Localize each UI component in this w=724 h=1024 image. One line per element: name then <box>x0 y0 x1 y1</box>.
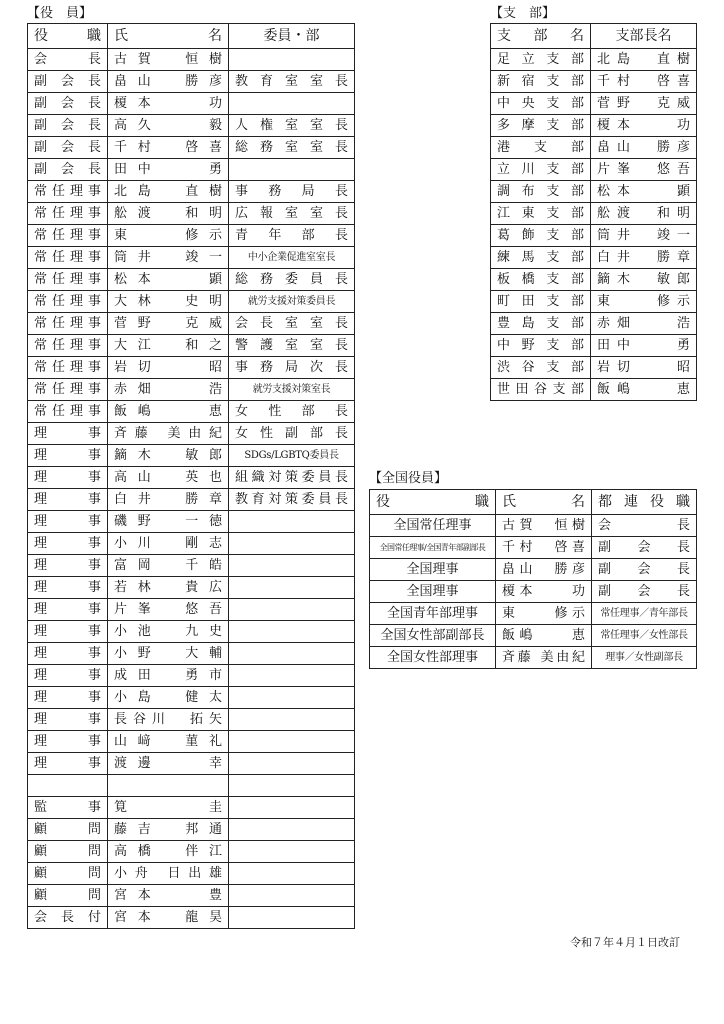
officer-row <box>28 841 355 863</box>
officer-dept <box>229 687 355 709</box>
branch-head: 千村 啓喜 <box>591 71 697 93</box>
national-role: 全国常任理事/全国青年部副部長 <box>370 537 496 559</box>
branch-head: 岩切 昭 <box>591 357 697 379</box>
officer-role: 常任理事 <box>28 225 108 247</box>
national-name: 畠山 勝彦 <box>496 559 592 581</box>
branch-head: 畠山 勝彦 <box>591 137 697 159</box>
branch-head: 田中 勇 <box>591 335 697 357</box>
branch-row <box>491 71 697 93</box>
branch-row <box>491 225 697 247</box>
national-name: 東 修示 <box>496 603 592 625</box>
national-metro-role: 常任理事／女性部長 <box>592 625 697 647</box>
officer-role: 理 事 <box>28 621 108 643</box>
officer-name: 小池 九史 <box>108 621 229 643</box>
officer-name: 宮本 豊 <box>108 885 229 907</box>
officer-name: 北島 直樹 <box>108 181 229 203</box>
officer-dept <box>229 819 355 841</box>
national-role: 全国青年部理事 <box>370 603 496 625</box>
national-row <box>370 559 697 581</box>
branch-head: 榎本 功 <box>591 115 697 137</box>
officer-dept: 会長室室長 <box>229 313 355 335</box>
branch-row <box>491 115 697 137</box>
branch-row <box>491 159 697 181</box>
officer-dept <box>229 599 355 621</box>
officer-name: 松本 顕 <box>108 269 229 291</box>
branch-head: 白井 勝章 <box>591 247 697 269</box>
officer-name: 舩渡 和明 <box>108 203 229 225</box>
officer-dept: 青年部長 <box>229 225 355 247</box>
officer-role: 常任理事 <box>28 357 108 379</box>
national-section-title: 【全国役員】 <box>369 471 448 486</box>
national-row <box>370 625 697 647</box>
officer-name: 赤畑 浩 <box>108 379 229 401</box>
national-row <box>370 581 697 603</box>
officer-role: 理 事 <box>28 753 108 775</box>
officer-role: 会 長 <box>28 49 108 71</box>
officer-row <box>28 489 355 511</box>
officer-name: 筒井 竣一 <box>108 247 229 269</box>
branch-row <box>491 269 697 291</box>
officer-role: 理 事 <box>28 665 108 687</box>
branches-table <box>490 23 697 401</box>
officer-row <box>28 907 355 929</box>
branch-name: 江東支部 <box>491 203 591 225</box>
branch-name: 足立支部 <box>491 49 591 71</box>
officer-dept <box>229 555 355 577</box>
officer-dept <box>229 731 355 753</box>
officer-dept <box>229 93 355 115</box>
officer-row <box>28 687 355 709</box>
officers-table <box>27 23 355 929</box>
branch-row <box>491 93 697 115</box>
officer-dept <box>229 49 355 71</box>
officer-row <box>28 423 355 445</box>
branches-section-title: 【支 部】 <box>490 6 556 21</box>
officer-name: 畠山 勝彦 <box>108 71 229 93</box>
officer-role: 理 事 <box>28 467 108 489</box>
officer-role: 理 事 <box>28 731 108 753</box>
officer-name: 長谷川 拓矢 <box>108 709 229 731</box>
branch-head: 赤畑 浩 <box>591 313 697 335</box>
officers-header-dept: 委員・部 <box>229 24 355 49</box>
national-role: 全国女性部副部長 <box>370 625 496 647</box>
officer-role: 副 会 長 <box>28 115 108 137</box>
branch-row <box>491 335 697 357</box>
national-role: 全国理事 <box>370 581 496 603</box>
national-role: 全国理事 <box>370 559 496 581</box>
officer-row <box>28 775 355 797</box>
officer-dept <box>229 775 355 797</box>
officer-row <box>28 49 355 71</box>
branch-name: 調布支部 <box>491 181 591 203</box>
officer-row <box>28 335 355 357</box>
branch-head: 菅野 克威 <box>591 93 697 115</box>
officer-row <box>28 621 355 643</box>
officer-dept <box>229 643 355 665</box>
branch-name: 町田支部 <box>491 291 591 313</box>
officer-name: 飯嶋 恵 <box>108 401 229 423</box>
officer-row <box>28 555 355 577</box>
officer-name: 榎本 功 <box>108 93 229 115</box>
officer-row <box>28 269 355 291</box>
officer-dept: SDGs/LGBTQ委員長 <box>229 445 355 467</box>
national-metro-role: 会 長 <box>592 515 697 537</box>
national-name: 榎本 功 <box>496 581 592 603</box>
officer-row <box>28 599 355 621</box>
branch-row <box>491 181 697 203</box>
officer-row <box>28 291 355 313</box>
national-metro-role: 常任理事／青年部長 <box>592 603 697 625</box>
branches-header-head: 支部長名 <box>591 24 697 49</box>
national-row <box>370 515 697 537</box>
branch-row <box>491 357 697 379</box>
officer-name: 千村 啓喜 <box>108 137 229 159</box>
officer-dept <box>229 159 355 181</box>
officer-dept: 事務局次長 <box>229 357 355 379</box>
officer-dept: 人権室室長 <box>229 115 355 137</box>
branch-name: 世田谷支部 <box>491 379 591 401</box>
officer-row <box>28 709 355 731</box>
branch-row <box>491 49 697 71</box>
officer-role: 理 事 <box>28 511 108 533</box>
national-metro-role: 副 会 長 <box>592 581 697 603</box>
officer-role <box>28 775 108 797</box>
branch-name: 板橋支部 <box>491 269 591 291</box>
officer-row <box>28 181 355 203</box>
branch-head: 舩渡 和明 <box>591 203 697 225</box>
officer-role: 監 事 <box>28 797 108 819</box>
officer-row <box>28 753 355 775</box>
officer-role: 副 会 長 <box>28 159 108 181</box>
branch-name: 港 支 部 <box>491 137 591 159</box>
branch-head: 片峯 悠吾 <box>591 159 697 181</box>
officer-name: 高山 英也 <box>108 467 229 489</box>
officer-name <box>108 775 229 797</box>
officers-header-role: 役 職 <box>28 24 108 49</box>
branch-row <box>491 291 697 313</box>
officer-role: 常任理事 <box>28 203 108 225</box>
officer-role: 副 会 長 <box>28 93 108 115</box>
officer-row <box>28 93 355 115</box>
branch-head: 松本 顕 <box>591 181 697 203</box>
branch-row <box>491 379 697 401</box>
branch-head: 北島 直樹 <box>591 49 697 71</box>
officer-row <box>28 71 355 93</box>
revision-date: 令和７年４月１日改訂 <box>570 936 680 949</box>
officer-name: 磯野 一徳 <box>108 511 229 533</box>
officer-row <box>28 511 355 533</box>
national-header-name: 氏 名 <box>496 490 592 515</box>
national-row <box>370 603 697 625</box>
branch-name: 中野支部 <box>491 335 591 357</box>
officer-dept: 総務室室長 <box>229 137 355 159</box>
officer-dept: 組織対策委員長 <box>229 467 355 489</box>
officer-row <box>28 643 355 665</box>
officer-row <box>28 225 355 247</box>
officer-row <box>28 665 355 687</box>
national-metro-role: 副 会 長 <box>592 559 697 581</box>
officer-role: 常任理事 <box>28 269 108 291</box>
officer-row <box>28 533 355 555</box>
officer-name: 古賀 恒樹 <box>108 49 229 71</box>
officer-dept <box>229 577 355 599</box>
officer-name: 田中 勇 <box>108 159 229 181</box>
officer-dept: 総務委員長 <box>229 269 355 291</box>
national-row <box>370 647 697 669</box>
officer-dept <box>229 841 355 863</box>
officer-row <box>28 247 355 269</box>
officer-dept <box>229 863 355 885</box>
branch-name: 渋谷支部 <box>491 357 591 379</box>
officer-role: 顧 問 <box>28 819 108 841</box>
branch-head: 鏑木 敏郎 <box>591 269 697 291</box>
officer-role: 顧 問 <box>28 885 108 907</box>
national-row <box>370 537 697 559</box>
branch-name: 葛飾支部 <box>491 225 591 247</box>
officer-role: 理 事 <box>28 555 108 577</box>
branches-header-branch: 支 部 名 <box>491 24 591 49</box>
officer-dept <box>229 885 355 907</box>
officer-row <box>28 159 355 181</box>
officer-name: 筧 圭 <box>108 797 229 819</box>
officer-name: 小野 大輔 <box>108 643 229 665</box>
officer-dept: 中小企業促進室室長 <box>229 247 355 269</box>
officer-dept <box>229 621 355 643</box>
branch-row <box>491 247 697 269</box>
officers-header-name: 氏 名 <box>108 24 229 49</box>
national-header-role: 役 職 <box>370 490 496 515</box>
officer-role: 常任理事 <box>28 247 108 269</box>
branch-name: 練馬支部 <box>491 247 591 269</box>
officer-dept: 就労支援対策室長 <box>229 379 355 401</box>
branch-head: 東 修示 <box>591 291 697 313</box>
officer-role: 顧 問 <box>28 841 108 863</box>
officer-role: 常任理事 <box>28 291 108 313</box>
officer-role: 会長付 <box>28 907 108 929</box>
officer-name: 小川 剛志 <box>108 533 229 555</box>
officer-dept: 警護室室長 <box>229 335 355 357</box>
branch-head: 飯嶋 恵 <box>591 379 697 401</box>
officer-dept: 女性部長 <box>229 401 355 423</box>
officers-section-title: 【役 員】 <box>27 6 93 21</box>
officer-dept <box>229 665 355 687</box>
officer-role: 理 事 <box>28 533 108 555</box>
officer-dept: 教育室室長 <box>229 71 355 93</box>
branch-name: 中央支部 <box>491 93 591 115</box>
officer-dept: 教育対策委員長 <box>229 489 355 511</box>
officer-role: 常任理事 <box>28 313 108 335</box>
officer-name: 小舟 日出雄 <box>108 863 229 885</box>
national-name: 古賀 恒樹 <box>496 515 592 537</box>
officer-dept: 女性副部長 <box>229 423 355 445</box>
national-name: 千村 啓喜 <box>496 537 592 559</box>
officer-row <box>28 379 355 401</box>
officer-row <box>28 313 355 335</box>
officer-role: 理 事 <box>28 599 108 621</box>
officer-role: 理 事 <box>28 577 108 599</box>
officer-dept <box>229 533 355 555</box>
officer-name: 宮本 龍昊 <box>108 907 229 929</box>
officer-row <box>28 885 355 907</box>
branch-row <box>491 313 697 335</box>
officers-header-row <box>28 24 355 49</box>
national-role: 全国常任理事 <box>370 515 496 537</box>
officer-name: 白井 勝章 <box>108 489 229 511</box>
branch-name: 立川支部 <box>491 159 591 181</box>
officer-dept <box>229 907 355 929</box>
officer-name: 富岡 千皓 <box>108 555 229 577</box>
officer-name: 成田 勇市 <box>108 665 229 687</box>
branch-row <box>491 203 697 225</box>
officer-name: 渡邊 幸 <box>108 753 229 775</box>
officer-dept <box>229 797 355 819</box>
officer-role: 顧 問 <box>28 863 108 885</box>
officer-dept: 広報室室長 <box>229 203 355 225</box>
branch-head: 筒井 竣一 <box>591 225 697 247</box>
officer-name: 片峯 悠吾 <box>108 599 229 621</box>
officer-dept: 事務局長 <box>229 181 355 203</box>
branch-name: 新宿支部 <box>491 71 591 93</box>
national-metro-role: 副 会 長 <box>592 537 697 559</box>
officer-row <box>28 445 355 467</box>
officer-role: 常任理事 <box>28 379 108 401</box>
national-header-metro: 都連役職 <box>592 490 697 515</box>
officer-dept <box>229 511 355 533</box>
branch-name: 多摩支部 <box>491 115 591 137</box>
officer-role: 理 事 <box>28 687 108 709</box>
officer-name: 山﨑 菫礼 <box>108 731 229 753</box>
officer-name: 大江 和之 <box>108 335 229 357</box>
officer-dept <box>229 753 355 775</box>
officer-row <box>28 357 355 379</box>
branches-header-row <box>491 24 697 49</box>
officer-name: 菅野 克威 <box>108 313 229 335</box>
officer-role: 理 事 <box>28 643 108 665</box>
officer-role: 理 事 <box>28 445 108 467</box>
officer-row <box>28 577 355 599</box>
national-metro-role: 理事／女性副部長 <box>592 647 697 669</box>
officer-dept <box>229 709 355 731</box>
officer-name: 大林 史明 <box>108 291 229 313</box>
officer-name: 若林 貴広 <box>108 577 229 599</box>
officer-row <box>28 731 355 753</box>
officer-dept: 就労支援対策委員長 <box>229 291 355 313</box>
officer-name: 岩切 昭 <box>108 357 229 379</box>
officer-role: 理 事 <box>28 709 108 731</box>
officer-row <box>28 863 355 885</box>
officer-row <box>28 203 355 225</box>
officer-role: 理 事 <box>28 423 108 445</box>
officer-role: 理 事 <box>28 489 108 511</box>
branch-row <box>491 137 697 159</box>
officer-name: 斉藤 美由紀 <box>108 423 229 445</box>
officer-row <box>28 137 355 159</box>
branch-name: 豊島支部 <box>491 313 591 335</box>
national-role: 全国女性部理事 <box>370 647 496 669</box>
officer-row <box>28 115 355 137</box>
officer-name: 藤吉 邦通 <box>108 819 229 841</box>
officer-row <box>28 819 355 841</box>
officer-name: 高橋 伴江 <box>108 841 229 863</box>
national-table <box>369 489 697 669</box>
officer-role: 副 会 長 <box>28 137 108 159</box>
national-name: 斉藤 美由紀 <box>496 647 592 669</box>
officer-row <box>28 797 355 819</box>
officer-name: 東 修示 <box>108 225 229 247</box>
officer-role: 副 会 長 <box>28 71 108 93</box>
officer-row <box>28 401 355 423</box>
national-header-row <box>370 490 697 515</box>
officer-name: 鏑木 敏郎 <box>108 445 229 467</box>
officer-role: 常任理事 <box>28 401 108 423</box>
national-name: 飯嶋 恵 <box>496 625 592 647</box>
officer-name: 高久 毅 <box>108 115 229 137</box>
officer-role: 常任理事 <box>28 335 108 357</box>
officer-name: 小島 健太 <box>108 687 229 709</box>
officer-row <box>28 467 355 489</box>
officer-role: 常任理事 <box>28 181 108 203</box>
